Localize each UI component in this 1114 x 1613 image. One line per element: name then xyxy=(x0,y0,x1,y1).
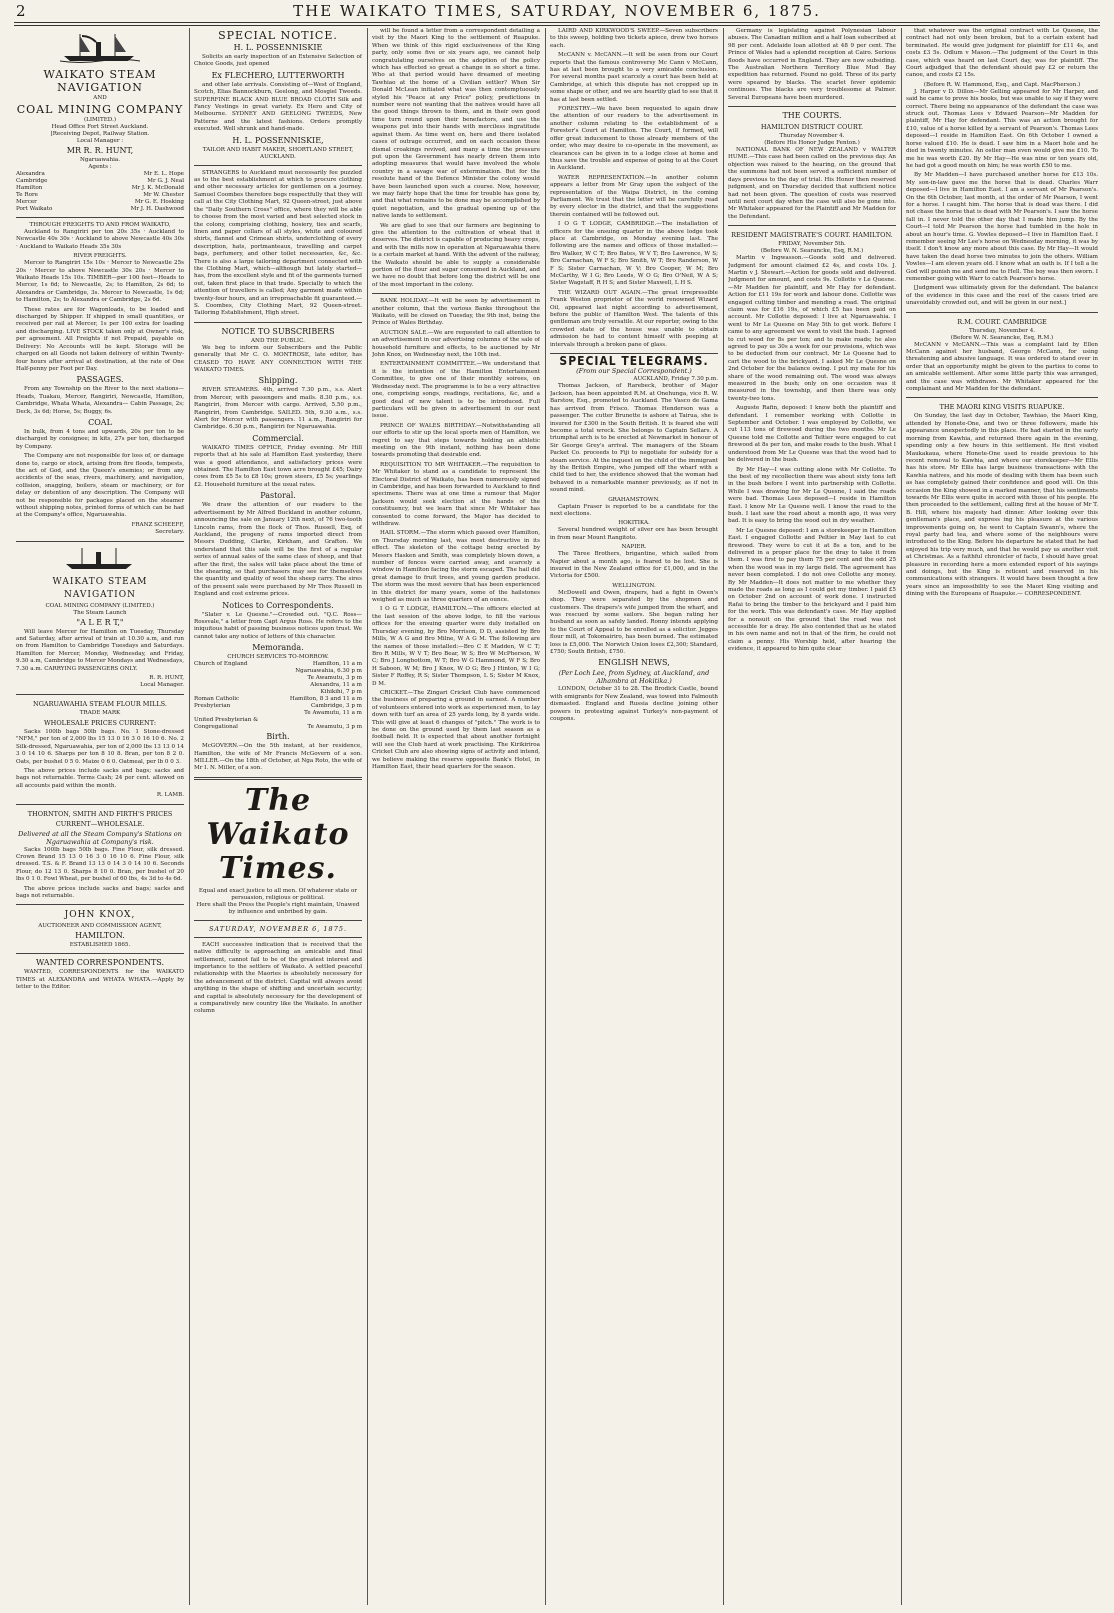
goods-list: and other late arrivals. Consisting of—West of England, Scotch, Elias Bannockburn, Geelong, and Mosgiel Tweeds. SUPERFINE BLACK AND BLUE BROAD CLOTH Silk and Fancy Vestings in great variety. Ex Hero and City of Melbourne. SYDNEY AND GEELONG TWEEDS, New Patterns and the latest fashions. Orders promptly executed. Well shrunk and hand-made. xyxy=(194,81,362,133)
office-address: Head Office Fort Street Auckland. xyxy=(51,124,149,130)
subscribers-notice-heading: NOTICE TO SUBSCRIBERS xyxy=(221,326,335,336)
secretary-name: FRANZ SCHEEFF, xyxy=(131,521,184,528)
divider xyxy=(194,920,362,921)
thornton-subheading: Delivered at all the Steam Company's Stations on Ngaruawahia at Company's risk. xyxy=(18,829,182,846)
list-cell: United Presbyterian & xyxy=(194,717,259,724)
rm-court-report: Martin v Ingwasson.—Goods sold and delivered. Judgment for amount claimed £2 4s, and costs 10s. J. Martin v J. Stewart.—Action for goods sold and delivered. Judgment for amount, and costs 9s. Collotte v Le Quesne.—Mr Madden for plaintiff, and Mr Hay for defendant. Action for £11 19s for work and labour done. Collotte was engaged cutting timber and mending a road. The original claim was for £16 19s, of which £5 has been paid on account. Mr Collotte deposed: I live at Ngaruawahia. I went to Mr Le Quesne on May 5th to get work. Before I came to any agreement we went to visit the bush. I agreed to cut wood for 8s per ton; and to make roads; he also agreed to pay us 30s a week for our provisions, which was to be deducted from our contract. Mr Le Quesne had to cart the wood to the brickyard. I asked Mr Le Quesne on 2nd October for the balance owing. I put my mate for his share of the wood remaining out. The wood was always measured in the bush; only on one occasion was it measured in the township, and then there was only twenty-two tons. xyxy=(728,255,896,402)
notices-text: "Slater v. Le Quesne."—Crowded out. "Q.C. Ross—Rossvale," a letter from Capt Argus Ross. He refers to the iniquitous habit of passing business notices upon trust. We cannot take any notice of letters of this character. xyxy=(194,611,362,640)
manager-name: MR R. R. HUNT, xyxy=(66,146,134,155)
list-row xyxy=(194,703,362,710)
leader-article: EACH successive indication that is received that the native difficulty is approaching an amicable and final settlement, cannot fail to be of the greatest interest and importance to the settlers of Waikato. A settled peaceful relationship with the Maories is absolutely necessary for the advancement of the district. Capital will always avoid anything in the shape of shifting and uncertain security; and capital is absolutely necessary for the development of a comparatively new country like the Waikato. In another column xyxy=(194,941,362,1015)
river-freights-table: Mercer to Rangiriri 15s 10s · Mercer to Newcastle 25s 20s · Mercer to above Newcastle 30s 20s · Mercer to Waikato Heads 15s 10s. TIMBER—per 100 feet—Heads to Mercer, 1s 6d; to Newcastle, 2s; to Hamilton, 2s 6d; to Alexandra or Cambridge, 3s. Mercer to Newcastle, 1s 6d; to Hamilton, 2s; to Alexandra or Cambridge, 2s 6d. xyxy=(16,260,184,304)
company-subheading: COAL MINING COMPANY xyxy=(16,103,184,116)
divider xyxy=(906,312,1098,313)
church-services-list xyxy=(194,661,362,731)
river-freights-heading: RIVER FREIGHTS. xyxy=(73,253,127,260)
launch-manager: R. R. HUNT, xyxy=(149,675,184,682)
cambridge-court-date: Thursday, November 4. xyxy=(968,327,1036,334)
heading-and: AND xyxy=(93,95,107,101)
wanted-heading: WANTED CORRESPONDENTS. xyxy=(35,958,165,968)
auckland-dateline: AUCKLAND, Friday 7.30 p.m. xyxy=(633,376,718,383)
launch-schedule: Will leave Mercer for Hamilton on Tuesday, Thursday and Saturday, after arrival of train at 10.30 a.m, and run on from Hamilton to Cambridge Tuesdays and Saturdays. Hamilton for Mercer, Monday, Wednesday, and Friday, 9.30 a.m, Cambridge to Mercer Mondays and Wednesdays, 7.30 a.m. CARRYING PASSENGERS ONLY. xyxy=(16,628,184,672)
list-cell: Cambridge xyxy=(16,178,48,184)
column-3 xyxy=(372,28,540,1607)
coal-heading: COAL xyxy=(88,417,112,427)
tailor-title: TAILOR AND HABIT MAKER, SHORTLAND STREET, xyxy=(202,146,354,153)
knox-established: ESTABLISHED 1865. xyxy=(69,942,131,949)
list-cell: Cambridge, 3 p m xyxy=(311,703,362,710)
column-rule xyxy=(189,28,190,1605)
justices-line: (Before R. W. Hammond, Esq., and Capt. MacPherson.) xyxy=(923,81,1081,88)
list-row xyxy=(194,689,362,696)
list-cell: Kihikihi, 7 p m xyxy=(320,689,362,696)
divider xyxy=(16,804,184,805)
grahamstown-telegram: Captain Fraser is reported to be a candidate for the next elections. xyxy=(550,503,718,517)
divider xyxy=(16,694,184,695)
district-court-heading: HAMILTON DISTRICT COURT. xyxy=(760,123,864,132)
lees-pearson-case: By Mr Madden—I have purchased another horse for £13 10s. My son-in-law gave me the horse that is dead. Charles Warr deposed—I live in Hamilton East. I am a servant of Mr Pearson's. On the 6th October, last month, at the order of Mr Pearson, I went for a horse. I caught him. The horse that is dead was there. I did not chase the horse that is dead with Mr Pearson's. I saw the horse fall in. I never told the other day that I made him jump. By the Court—I told Mr Pearson the horse had tumbled in the hole in about an hour's time. G. Vowles deposed—I live in Hamilton East. I remember seeing Mr Lee's horse on Wednesday morning, it was by itself. I don't know any more about this case. By Mr Hay—It would have taken the dead horse two minutes to join the others. William Vowles—I am eleven years old. I know what an oath is. If I tell a lie God will punish me and send me to Hell. The boy was then sworn. I remember going with Warr to catch Pearson's horse. xyxy=(906,172,1098,282)
list-cell: Church of England xyxy=(194,661,248,668)
tailor-place: AUCKLAND. xyxy=(260,153,296,160)
list-cell: Congregational xyxy=(194,724,238,731)
district-court-report: NATIONAL BANK OF NEW ZEALAND v WALTER HUME.—This case had been called on the previous day. An objection was raised to the hearing, on the ground that the summons had not been served a sufficient number of days previous to the day of trial. His Honor then reserved judgment, and on Thursday decided that sufficient notice had not been given. The question of costs was reserved until next court day when the case will also be gone into. Mr Whitaker appeared for the Plaintiff and Mr Madden for the Defendant. xyxy=(728,147,896,220)
masthead-title: THE WAIKATO TIMES, SATURDAY, NOVEMBER 6, 1875. xyxy=(293,2,821,20)
pastoral-text: We draw the attention of our readers to the advertisement by Mr Alfred Buckland in another column, announcing the sale on January 12th next, of 76 two-tooth Lincoln rams, from the flock of Thos. Russell, Esq, of Auckland, the progeny of rams imported direct from Messrs Dudding, Clarke, Kirkham, and Grafton. We understand that this sale will be the first of a regular series of annual sales of the same class of sheep, and that after the first, the sales will take place about the time of the shearing, so that purchasers may see for themselves the quantity and quality of wool the sheep carry. The sires of the present sale were purchased by Mr Thos Russell in England and cost extreme prices. xyxy=(194,502,362,598)
column-6 xyxy=(906,28,1098,1607)
hokitika-dateline: HOKITIKA. xyxy=(618,520,650,527)
judgment-note: [Judgment was ultimately given for the defendant. The balance of the evidence in this case and the rest of the cases tried are unavoidably crowded out, and will be given in our next.] xyxy=(906,285,1098,307)
representation-item: WATER REPRESENTATION.—In another column appears a letter from Mr Gray upon the subject of the representation of the Waipa District, in the coming Parliament. We trust that the letter will be carefully read by every elector in the district, and that the suggestions therein contained will be followed out. xyxy=(550,174,718,218)
knox-title: AUCTIONEER AND COMMISSION AGENT, xyxy=(38,923,162,930)
list-row xyxy=(16,192,184,199)
coal-text: In bulk, from 4 tons and upwards, 20s per ton to be discharged by consignee; in kits, 27s per ton, discharged by Company. xyxy=(16,428,184,450)
agents-label: Agents : xyxy=(88,164,112,170)
special-notice-heading: SPECIAL NOTICE. xyxy=(218,29,338,42)
trade-mark-label: TRADE MARK xyxy=(79,709,121,716)
list-row xyxy=(16,178,184,185)
possenniskie-text: Solicits an early inspection of an Extensive Selection of Choice Goods, just opened xyxy=(194,54,362,68)
rm-court-report-4: Mr Le Quesne deposed: I am a storekeeper in Hamilton East. I engaged Collotte and Peltier in May last to cut firewood. They were to cut it at 8s a ton, and to be delivered in a proper place for the dray to take it from them. I was first to pay them 75 per cent and the odd 25 when the wood was in my large field. The agreement has never been completed. I do not owe Collotte any money. By Mr Madden—It does not matter to me whether they made the roads as long as I could get my timber. I paid £5 on October 2nd on account of work done. I instructed Rafai to bring the timber to the brickyard and I paid him for the work. This was defendant's case. Mr Hay applied for a nonsuit on the ground that the road was not accessible for a dray. He also contended that as he stated in his own name and not in that of the firm, he could not claim a penny. His Worship held, after hearing the evidence, it appeared to him quite clear xyxy=(728,527,896,653)
column-5 xyxy=(728,28,896,1607)
list-row xyxy=(194,724,362,731)
secretary-title: Secretary. xyxy=(155,529,184,536)
special-telegrams-heading: SPECIAL TELEGRAMS. xyxy=(559,354,709,369)
issue-date: SATURDAY, NOVEMBER 6, 1875. xyxy=(208,924,348,933)
paper-motto-2: Here shall the Press the People's right maintain, Unawed by influence and unbribed by gain. xyxy=(196,901,360,915)
maori-king-article: On Sunday, the last day in October, Tawhiao, the Maori King, attended by Honete-One, and two or three followers, made his appearance unexpectedly in this place. He had started in the early morning from Kawhia, and returned there again in the evening, spending only a few hours in this settlement. He first visited Maukakaua, where Honete-One used to reside previous to his recent removal to Kawhia, and where our storekeeper—Mr Ellis has his store. Mr Ellis has large business transactions with the Kawhia natives, and his mode of dealing with them has been such as has completely gained their confidence and good will. On this occasion the King showed in a marked manner, that his sentiments towards Mr Ellis were quite in accord with those of his people. He then proceeded to the settlement, calling first at the house of Mr T. B. Hill, where his majesty had dinner. After looking over this gentleman's place, and express ing his pleasure at the various improvements going on, he went to Captain Swann's, where the royal party had tea, and where some of the neighbours were introduced to the King. Before his departure he stated that he had enjoyed his trip very much, and that he would pay us another visit at Christmas. As a faithful chronicler of facts, I should have great pleasure in recording here a more extended report of his sayings and doings, but the King is reticent and reserved in his communications with strangers. It would have been thought a few years since an impossibility to see the Maori King visiting and dining with the Europeans of Ruapuke.— CORRESPONDENT. xyxy=(906,413,1098,598)
shipping-text: RIVER STEAMERS. 4th, arrived 7.30 p.m., s.s. Alert from Mercer, with passengers and mails. 8.30 p.m., s.s. Rangiriri, from Mercer with cargo. Arrived, 5.50 p.m., Rangiriri, from Cambridge. SAILED. 5th, 9.30 a.m., s.s. Alert for Mercer with passengers. 11 a.m., Rangiriri for Cambridge. 6.30 p.m., Rangiriri for Ngaruawahia. xyxy=(194,387,362,431)
pastoral-heading: Pastoral. xyxy=(260,491,296,501)
company-heading: WAIKATO STEAM NAVIGATION xyxy=(43,68,157,94)
rates-text: These rates are for Wagonloads, to be loaded and discharged by Shipper. If shipped in small quantities, or received per rail at Mercer, 1s per 100 extra for loading and discharging. LIVE STOCK taken only at Owner's risk, per agreement. All Freights if not Prepaid, payable on Delivery: No Accounts will be kept. Storage will be charged on all Goods not taken delivery of within Twenty-four hours after arrival at destination, at the rate of One Half-penny per Foot per Day. xyxy=(16,306,184,372)
shipping-heading: Shipping. xyxy=(258,376,298,386)
entertainment-item: ENTERTAINMENT COMMITTEE.—We understand that it is the intention of the Hamilton Entertainment Committee, to give one of their monthly soirees, on Wednesday next. The programme is to be a very attractive one, comprising songs, readings, recitations, &c, and a good deal of new talent is to be introduced. Full particulars will be given in advertisement in our next issue. xyxy=(372,361,540,420)
divider xyxy=(16,904,184,905)
limited-label: (LIMITED.) xyxy=(83,117,117,123)
column-rule xyxy=(545,28,546,1605)
napier-telegram: The Three Brothers, brigantine, which sailed from Napier about a month ago, is feared to be lost. She is insured in the New Zealand office for £1,000, and in the Victoria for £500. xyxy=(550,551,718,580)
divider xyxy=(16,953,184,954)
launch-name: "A L E R T," xyxy=(76,617,124,627)
list-cell: Ngaruawahia, 6.30 p m xyxy=(295,668,362,675)
list-row xyxy=(194,696,362,703)
possenniskie-name-2: H. L. POSSENNISKIE, xyxy=(232,135,324,145)
notices-heading: Notices to Correspondents. xyxy=(222,600,334,610)
divider xyxy=(16,217,184,218)
passages-heading: PASSAGES. xyxy=(76,375,124,385)
steamship-illustration xyxy=(60,30,140,64)
launch-manager-title: Local Manager. xyxy=(140,682,184,689)
ship-names: Ex FLECHERO, LUTTERWORTH xyxy=(211,70,345,80)
english-news-heading: ENGLISH NEWS, xyxy=(598,658,670,668)
sweep-item: LAIRD AND KIRKWOOD'S SWEEP.—Seven subscribers to this sweep, holding two tickets apiece, drew two horses each. xyxy=(550,28,718,49)
list-cell: Hamilton, 8 3 and 11 a m xyxy=(289,696,362,703)
paper-title: The Waikato Times. xyxy=(206,782,350,886)
birth-text: McGOVERN.—On the 5th instant, at her residence, Hamilton, the wife of Mr Francis McGovern of a son. MILLER.—On the 18th of October, at Nga Roto, the wife of Mr I. N. Miller, of a son. xyxy=(194,743,362,772)
wholesale-heading: WHOLESALE PRICES CURRENT: xyxy=(43,718,157,727)
divider xyxy=(728,225,896,226)
list-cell: Te Awamutu, 3 p m xyxy=(307,675,362,682)
list-row xyxy=(194,668,362,675)
divider xyxy=(16,541,184,542)
divider xyxy=(372,293,540,294)
prince-birthday-item: PRINCE OF WALES BIRTHDAY.—Notwithstanding all our efforts to stir up the local sports men of Hamilton, we regret to say that steps towards holding an athletic meeting on the 9th instant, nothing has been done towards promoting that desirable end. xyxy=(372,422,540,459)
rm-court-report-3: By Mr Hay—I was cutting alone with Mr Collotte. To the best of my recollection there was about sixty tons left in the bush before I went into partnership with Collotte. While I was drawing for Mr Le Quesne, I said the roads were bad. Thomas Lees deposed—I reside in Hamilton East. I know Mr Le Quesne well. I know the road to the bush. I last saw the road about a month ago, it was very bad. It is easy to bring the wood out in dry weather. xyxy=(728,466,896,525)
english-news-text: LONDON, October 31 to 28. The Brodick Castle, bound with emigrants for New Zealand, was towed into Falmouth dismasted. England and Russia decline joining other powers in protesting against Turkey's non-payment of coupons. xyxy=(550,686,718,723)
lodge-hamilton-item: I O G T LODGE, HAMILTON.—The officers elected at the last session of the above lodge, to fill the various offices for the ensuing quarter were duly installed on Thursday evening, by Bro Morrison, D D, assisted by Bro Mills, W A G and Bro Milne, W A G M. The following are the names of those installed:—Bro C E Madden, W C T; Bro R Mills, W V T; Bro Bear, W S; Bro W McPherson, W C; Bro J Longbottom, W T; Bro W G Hammond, W F S; Bro H Saboon, W M; Bro J Knox, W O G; Bro J Hinton, W I G; Sister F Roffey, R S; Sister Thompson, L S; Sister M Knox, D M. xyxy=(372,606,540,687)
list-cell: Te Awamutu, 11 a m xyxy=(304,710,362,717)
manager-label: Local Manager : xyxy=(76,138,124,144)
list-cell: Mr W. Chester xyxy=(143,192,184,198)
subscribers-notice-text: We beg to inform our Subscribers and the Public generally that Mr C. O. MONTROSE, late editor, has CEASED TO HAVE ANY CONNECTION WITH THE WAIKATO TIMES. xyxy=(194,344,362,373)
cambridge-court-judge: (Before W. N. Searancke, Esq, R.M.) xyxy=(950,334,1054,341)
list-cell: Te Awamutu, 3 p m xyxy=(307,724,362,731)
courts-heading: THE COURTS. xyxy=(782,111,842,121)
wholesale-signature: R. LAMB. xyxy=(156,792,184,799)
freights-table: Auckland to Rangiriri per ton 20s 35s · Auckland to Newcastle 40s 30s · Auckland to above Newcastle 40s 30s · Auckland to Waikato Heads 35s 30s xyxy=(16,229,184,250)
leader-continued: will be found a letter from a correspondent detailing a visit by the Maori King to the settlement of Ruapuke. When we think of this rigid exclusiveness of the King party, only some five or six years ago, we cannot help congratulating ourselves on the adoption of the policy which has effected so great a change in so short a time. Who at that period would have dreamed of meeting Tawhiao at the home of a Civilian settler? When Sir Donald McLean initiated what was then contemptuously styled his "Peace at any Price" policy, predictions in number were not wanting that the natives would have all the good things thrown to them, and in their own good time turn round upon their benefactors, and use the weapons put into their hands with merciless ingratitude against them. As time went on, here and there isolated cases of outrage occurred, and on each occasion these dismal croakings revived, and many a time the pressure put upon the Government has nearly driven them into adopting measures that would have involved the whole country in a savage war of extermination. But for the resolute hand of the Defence Minister the colony would have been launched upon such a course. Now, however, we may fairly hope that the time for trouble has gone by, and that what remains to be done may be accomplished by quiet negotiation, and the gradual opening up of the native lands to settlement. xyxy=(372,28,540,220)
list-row xyxy=(194,682,362,689)
rm-court-continued: that whatever was the original contract with Le Quesne, the contract had not only been broken, but to a certain extent had terminated. He would give judgment for plaintiff for £11 4s, and costs £3 5s. Odlum v Mason.—The judgment of the Court in this case, which was heard on last Court day, was for plaintiff. The Court adjudged that the defendant should pay £2 or return the canoe, and costs £2 15s. xyxy=(906,28,1098,79)
list-row xyxy=(16,185,184,192)
wellington-telegram: McDowell and Owen, drapers, had a fight in Owen's shop. They were separated by the shopmen and customers. The drapers's wife jumped from the wharf, and was rescued by some sailors. She began rating her husband as soon as safely landed. Ronny intends applying to the Court of Appeal to be enrolled as a solicitor. Jegges flour mill, at Tokomairiro, has been burned. The estimated loss is £5,000. The Norwich Union loses £2,300; Standard, £750; South British, £750. xyxy=(550,589,718,656)
column-rule xyxy=(723,28,724,1605)
list-cell: Mr G. J. Neal xyxy=(147,178,184,184)
list-cell: Te Rore xyxy=(16,192,38,198)
knox-name: JOHN KNOX, xyxy=(64,910,136,921)
wanted-text: WANTED, CORRESPONDENTS for the WAIKATO TIMES at ALEXANDRA and WHATA WHATA.—Apply by letter to the Editor. xyxy=(16,969,184,991)
english-news-subheading: (Per Loch Lee, from Sydney, at Auckland, and Alhambra at Hokitika.) xyxy=(558,669,710,686)
receiving-depot: [Receiving Depot, Railway Station. xyxy=(50,131,150,137)
column-rule xyxy=(901,28,902,1605)
list-row xyxy=(194,661,362,668)
wizard-item: THE WIZARD OUT AGAIN.—The great irrepressible Frank Weston proprietor of the world renowned Wizard Oil, appeared last night according to advertisement, before the public of Hamilton West. The talents of this gentleman are truly versatile. At our reporter, owing to the crowded state of the house was unable to obtain admission he had to content himself with peeping at intervals through a broken pane of glass. xyxy=(550,289,718,348)
harper-case: J. Harper v D. Dillon—Mr Gelling appeared for Mr Harper, and said he came to prove his books, but was unable to say if they were correct. There being no appearance of the defendant the case was struck out. Thomas Lees v Edward Pearson—Mr Madden for plaintiff, Mr Hay for defendant. This was an action brought for £10, value of a horse killed by a servant of Pearson's. Thomas Lees deposed—I reside in Hamilton East. On 6th October I owned a horse valued £10. He is dead. I saw him in a Maori hole and he died in twenty minutes. An ostler man even would give me £10. To me he was worth £20. By Mr Hay—He was nine or ten years old, he had got a good mouth on him; he was worth £50 to me. xyxy=(906,88,1098,169)
list-row xyxy=(16,206,184,213)
district-court-date: Thursday November 4. xyxy=(779,133,845,140)
list-cell: Mr E. L. Hope xyxy=(143,171,184,177)
divider xyxy=(728,106,896,107)
divider xyxy=(194,937,362,938)
divider xyxy=(194,777,362,780)
leader-continued-2: We are glad to see that our farmers are beginning to give the attention to the cultivation of wheat that it deserves. The district is capable of producing heavy crops, and with the mills now in operation at Ngaruawahia there is a certain market at hand. With the advent of the railway, the Waikato should be able to supply a considerable portion of the flour and sugar consumed in Auckland, and we have no doubt that before long the district will be one of the most important in the colony. xyxy=(372,222,540,288)
mccann-item: McCANN v. McCANN.—It will be seen from our Court reports that the famous controversy Mc Cann v McCann, has at last been brought to a very amicable conclusion. For several months past scarcely a court has been held at Cambridge, at which this dispute has not cropped up in some shape or other, and we are heartily glad to see that it has at last been settled. xyxy=(550,52,718,103)
napier-dateline: NAPIER. xyxy=(621,544,647,551)
steamship-illustration xyxy=(60,546,140,572)
subscribers-notice-subheading: AND THE PUBLIC. xyxy=(251,337,305,344)
company-subheading-2: COAL MINING COMPANY (LIMITED.) xyxy=(45,602,155,609)
cambridge-court-report: McCANN v McCANN.—This was a complaint laid by Ellen McCann against her husband, George McCann, for using threatening and abusive language. It was ordered to stand over in order that an opportunity might be given to the parties to come to an amicable settlement. After some little party this was arranged, and the case was withdrawn. Mr Whitaker appeared for the complainant and Mr Madden for the defendant. xyxy=(906,341,1098,393)
auckland-telegram: Thomas Jackson, of Rarebeck, brother of Major Jackson, has been appointed R.M. at Onehunga, vice R. W. Barstow, Esq., promoted to Auckland. The Vasco de Gama has arrived from Frisco. Thomas Henderson was a passenger. The cutter Brunette is ashore at Tairua, she is insured for £300 in the South British. It is feared she will become a total wreck. She belongs to Captain Sellars. A triumphal arch is to be erected at Newmarket in honour of Sir George Grey's arrival. The managers of the Steam Packet Co. proceeds to Fiji to negotiate for subsidy for a steam service. At the inquest on the child of the immigrant by the British Empire, who jumped off the wharf with a child tied to her, the evidence showed that the woman had behaved in a remarkable manner previously, as if not in sound mind. xyxy=(550,383,718,494)
lodge-cambridge-item: I O G T LODGE, CAMBRIDGE.—The installation of officers for the ensuing quarter in the above lodge took place at Cambridge, on Monday evening last. The following are the names and offices of those installed:—Bro Walker, W C T; Bro Bates, W V T; Bro Lawrence, W S; Bro Carnachan, W F S; Bro Smith, W T; Bro Randerson, W F S; Sister Carnachan, W V; Bro Cooper, W M; Bro McCarthy, W I G; Bro Leeds, W O G; Bro O'Neil, W A S; Sister Wagstaff, R H S; and Sister Maxwell, L H S. xyxy=(550,221,718,287)
divider xyxy=(906,397,1098,398)
column-2 xyxy=(194,28,362,1607)
company-heading-2: WAIKATO STEAM NAVIGATION xyxy=(52,576,148,600)
page-number: 2 xyxy=(16,2,28,20)
hokitika-telegram: Several hundred weight of silver ore has been brought in from near Mount Rangitoto. xyxy=(550,527,718,541)
rm-court-report-2: Auguste Rafin, deposed: I know both the plaintiff and defendant. I remember working with Collotte in September and October. I was employed by Collotte, we cut 113 tons of firewood during the two months. Mr Le Quesne told me Collotte and Teltier were engaged to cut firewood at 8s per ton, and make roads to the bush. What I understood from Mr Le Quesne was that the wood had to be delivered in the bush. xyxy=(728,405,896,464)
birth-heading: Birth. xyxy=(266,732,290,742)
list-row xyxy=(16,171,184,178)
list-cell: Presbyterian xyxy=(194,703,231,710)
list-cell: Mercer xyxy=(16,199,37,205)
forestry-item: FORESTRY.—We have been requested to again draw the attention of our readers to the advertisement in another column relating to the establishment of a Forester's Court at Hamilton. The Court, if formed, will offer great inducement to those already members of the order, who may desire to co-operate in the movement, as clearances can be given in to a lodge close at home and thus save the trouble and expense of going to at the Court in Auckland. xyxy=(550,106,718,172)
divider xyxy=(194,322,362,323)
commercial-heading: Commercial. xyxy=(252,433,304,443)
rm-court-heading: RESIDENT MAGISTRATE'S COURT. HAMILTON. xyxy=(731,231,893,240)
thornton-prices: Sacks 100lb bags 50lb bags. Fine Flour, silk dressed. Crown Brand 15 13 0 16 3 0 16 10 6. Fine Flour, silk dressed. T.S. & F. Brand 13 13 0 14 3 0 14 10 6. Seconds Flour, do 12 13 0. Sharps 8 10 0. Bran, per bushel of 20 lbs 0 1 0. Fowl Wheat, per bushel of 60 lbs, 4s 3d to 4s 6d. xyxy=(16,846,184,883)
memoranda-heading: Memoranda. xyxy=(252,643,304,653)
list-row xyxy=(194,675,362,682)
masthead-rule xyxy=(14,22,1100,26)
rm-court-date: FRIDAY, November 5th. xyxy=(778,241,846,248)
liability-text: The Company are not responsible for loss of, or damage done to, cargo or stock, arising from fire floods, tempests, the act of God, and the Queen's enemies; or from any accidents of the seas, rivers, machinery, and navigation, collision, snagging, boilers, steam or machinery, or for delay or detention of any description. The Company will not be responsible for packages placed on the steamer without shipping notes, printed forms of which can be had at the Company's office, Ngaruawahia. xyxy=(16,453,184,519)
hail-storm-item: HAIL STORM.—The storm which passed over Hamilton, on Thursday morning last, was most destructive in its effect. The skeleton of the cottage being erected by Messrs Hasken and Smith, was completely blown down, a number of fences were carried away, and scarcely a window in Hamilton facing the storm escaped. The hail did great damage to fruit trees, and young garden produce. The storm was the most severe that has been experienced in this district for many years, some of the hailstones weighed as much as three quarters of an ounce. xyxy=(372,530,540,604)
bank-holiday-item: BANK HOLIDAY.—It will be seen by advertisement in another column, that the various Banks throughout the Waikato, will be closed on Tuesday, the 9th inst, being the Prince of Wales Birthday. xyxy=(372,298,540,327)
masthead xyxy=(0,0,1114,22)
wholesale-note: The above prices include sacks and bags; sacks and bags not returnable. Terms Cash; 24 per cent. allowed on all accounts paid within the month. xyxy=(16,767,184,789)
list-row xyxy=(16,199,184,206)
maori-king-heading: THE MAORI KING VISITS RUAPUKE. xyxy=(939,403,1065,412)
church-services-heading: CHURCH SERVICES TO-MORROW. xyxy=(227,654,329,661)
special-telegrams-subheading: (From our Special Correspondent.) xyxy=(576,367,692,376)
list-cell: Port Waikato xyxy=(16,206,53,212)
cricket-item: CRICKET.—The Zingari Cricket Club have commenced the business of preparing a ground in earnest. A number of volunteers entered into work as experienced men, to lay down with turf an area of 25 yards long, by 8 yards wide. This will give at least 6 changes of "pitch." The work is to be done on the ground used by them last season as a football field. It is expected that about another fortnight will see the Club hard at work practising. The Kirikiriroa Cricket Club are also showing signs of activity and intend, we believe making the reserve opposite Bank's Hotel, in Hamilton East, their head quarters for the season. xyxy=(372,689,540,770)
column-rule xyxy=(367,28,368,1605)
auction-item: AUCTION SALE.—We are requested to call attention to an advertisement in our advertising columns of the sale of household furniture and effects, to be auctioned by Mr John Knox, on Wednesday next, the 10th inst. xyxy=(372,329,540,359)
rm-court-judge: (Before W. N. Searancke, Esq, R.M.) xyxy=(760,248,864,255)
thornton-note: The above prices include sacks and bags; sacks and bags not returnable. xyxy=(16,885,184,899)
list-cell: Mr J. K. McDonald xyxy=(131,185,184,191)
wellington-dateline: WELLINGTON. xyxy=(612,582,656,589)
agents-list xyxy=(16,171,184,213)
column-4 xyxy=(550,28,718,1607)
list-cell: Mr J. H. Dashwood xyxy=(130,206,184,212)
list-cell: Mr G. E. Hosking xyxy=(134,199,184,205)
list-row xyxy=(194,710,362,717)
flour-mills-heading: NGARUAWAHIA STEAM FLOUR MILLS. xyxy=(33,699,167,708)
commercial-text: WAIKATO TIMES OFFICE, Friday evening. Mr Hill reports that at his sale at Hamilton East yesterday, there was a good attendance, and satisfactory prices were obtained. The Hamilton East town acre brought £45; Dairy cows from £5 5s to £8 10s; grown steers, £5 5s; yearlings £2. Household furniture at the usual rates. xyxy=(194,444,362,488)
thornton-heading: THORNTON, SMITH AND FIRTH'S PRICES CURRENT—WHOLESALE. xyxy=(27,809,173,828)
column-1 xyxy=(16,28,184,1607)
list-cell: Hamilton, 11 a m xyxy=(312,661,362,668)
list-cell: Alexandra, 11 a m xyxy=(310,682,362,689)
list-cell: Alexandra xyxy=(16,171,45,177)
freights-heading: THROUGH FREIGHTS TO AND FROM WAIKATO, xyxy=(29,222,171,228)
wholesale-prices: Sacks 100lb bags 50lb bags. No. 1 Stone-dressed "NFM," per ton of 2,000 lbs 15 13 0 16 3 0 16 10 6. No. 2 Silk-dressed, Ngaruawahia, per ton of 2,000 lbs 13 13 0 14 3 0 14 10 6. Sharps per ton 8 10 8. Bran, per ton 8 2 0. Oats, per bushel 0 5 0. Maize 0 6 0. Oatmeal, per lb 0 0 3. xyxy=(16,728,184,765)
passages-text: From any Township on the River to the next stations—Heads, Tuakau, Mercer, Rangiriri, Newcastle, Hamilton, Cambridge, Whata Whata, Alexandra— Cabin Passage, 2s; Deck, 3s 6d; Horse, 5s; Buggy, 6s. xyxy=(16,386,184,415)
steam-launch-label: The Steam Launch xyxy=(73,609,127,616)
list-cell: Hamilton xyxy=(16,185,43,191)
possenniskie-name: H. L. POSSENNISKIE xyxy=(233,43,323,52)
knox-place: HAMILTON. xyxy=(75,931,125,941)
cambridge-court-heading: R.M. COURT. CAMBRIDGE xyxy=(957,317,1047,326)
manager-place: Ngaruawahia. xyxy=(79,157,121,163)
paper-motto: Equal and exact justice to all men. Of whatever state or persuasion, religious or political. xyxy=(198,887,358,901)
grahamstown-dateline: GRAHAMSTOWN. xyxy=(608,496,660,503)
strangers-advert: STRANGERS to Auckland must necessarily fee puzzled as to the best establishment at which to procure clothing and other necessary articles for gentlemen on a journey. Samuel Coombes therefore begs respectfully that they will call at the City Clothing Mart, 92 Queen-street, just above the "Daily Southern Cross" office, where they will be able to choose from the most varied and best selected stock in the colony, comprising clothing, hosiery, ties and scarfs, linen and paper collars of all styles, white and coloured shirts, flannel and Crimean shirts, underclothing of every description, hats, portmanteaux, travelling and carpet bags, perfumery, and other toilet necessaries, &c, &c. There is also a large tailoring department connected with the Clothing Mart, which—although but lately started—has, from the excellent style and fit of the garments turned out, taken first place in that trade. Specially to which the attention of travellers is called; Any garment made within twenty-four hours, and an irreproachable fit guaranteed.—S. Coombes, City Clothing Mart, 92 Queen-street. Tailoring Establishment, High street. xyxy=(194,169,362,317)
district-court-judge: (Before His Honor Judge Fenton.) xyxy=(764,140,860,147)
list-cell: Roman Catholic xyxy=(194,696,240,703)
list-row xyxy=(194,717,362,724)
english-news-continued: Germany is legislating against Polynesian labour abuses. The Canadian million and a half loan subscribed at 98 per cent. Adelaide loan allotted at 48 9 per cent. The Prince of Wales had a splendid reception at Cairo. Serious floods have occurred in England. They are now subsiding. The Australian Northern Territory Blue Mud Bay expedition has returned. Found no gold. Three of its party were speared by blacks. The scarlet fever epidemic continues. The blacks are very troublesome at Palmer. Several Europeans have been murdered. xyxy=(728,28,896,101)
divider xyxy=(194,165,362,166)
requisition-item: REQUISITION TO MR WHITAKER.—The requisition to Mr Whitaker to stand as a candidate to represent the Electoral District of Waikato, has been numerously signed in Cambridge, and has been forwarded to Auckland to find specimens. There was at one time a rumour that Major Jackson would seek election at the hands of the constituency, but we learn that since Mr Whitaker has consented to come forward, the Major has decided to withdraw. xyxy=(372,461,540,527)
